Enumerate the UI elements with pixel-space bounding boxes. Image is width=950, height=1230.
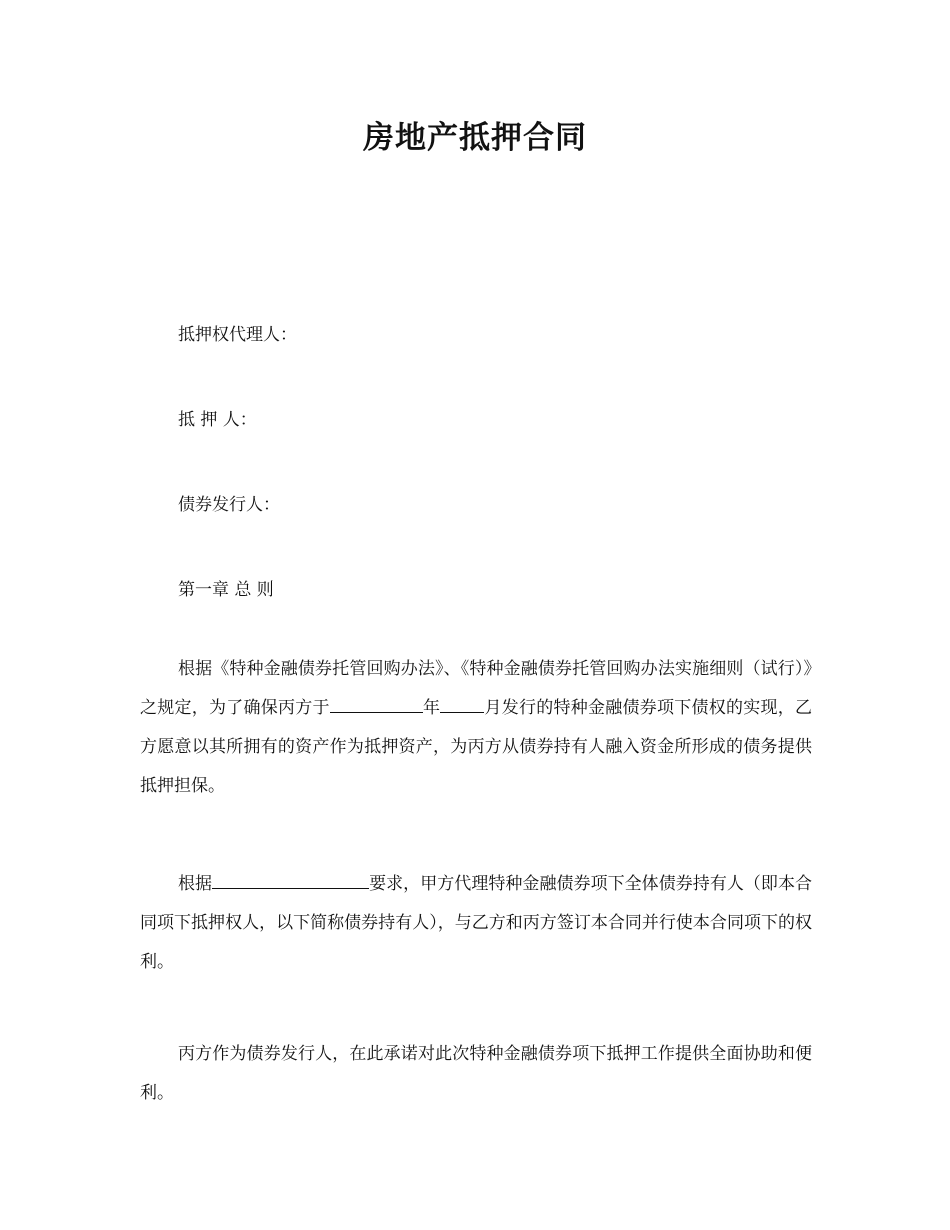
year-blank-line — [330, 694, 423, 713]
paragraph-basis-text-a: 根据《特种金融债券托管回购办法》、《特种金融债券托管回购办法实施细则（试行）》之规定，为了确保丙方于 — [140, 659, 812, 718]
paragraph-basis-text-b: 年 — [422, 698, 441, 718]
bond-issuer-label: 债券发行人： — [178, 495, 280, 515]
paragraph-agency-text-a: 根据 — [178, 874, 213, 894]
month-blank-line — [440, 694, 484, 713]
chapter-heading: 第一章 总 则 — [178, 580, 274, 600]
paragraph-agency-text-b: 要求，甲方代理特种金融债券项下全体债券持有人（即本合同项下抵押权人，以下简称债券持有人），与乙方和丙方签订本合同并行使本合同项下的权利。 — [140, 874, 813, 972]
mortgagee-agent-label: 抵押权代理人： — [178, 325, 297, 345]
paragraph-basis — [140, 650, 812, 806]
requirement-blank-line — [212, 870, 369, 889]
document-title: 房地产抵押合同 — [363, 120, 587, 156]
paragraph-agency — [140, 865, 812, 982]
paragraph-basis-text-c: 月发行的特种金融债券项下债权的实现，乙方愿意以其所拥有的资产作为抵押资产，为丙方从债券持有人融入资金所形成的债务提供抵押担保。 — [140, 698, 812, 796]
mortgagor-label: 抵 押 人： — [178, 410, 257, 430]
paragraph-issuer-commitment: 丙方作为债券发行人，在此承诺对此次特种金融债券项下抵押工作提供全面协助和便利。 — [140, 1044, 812, 1103]
